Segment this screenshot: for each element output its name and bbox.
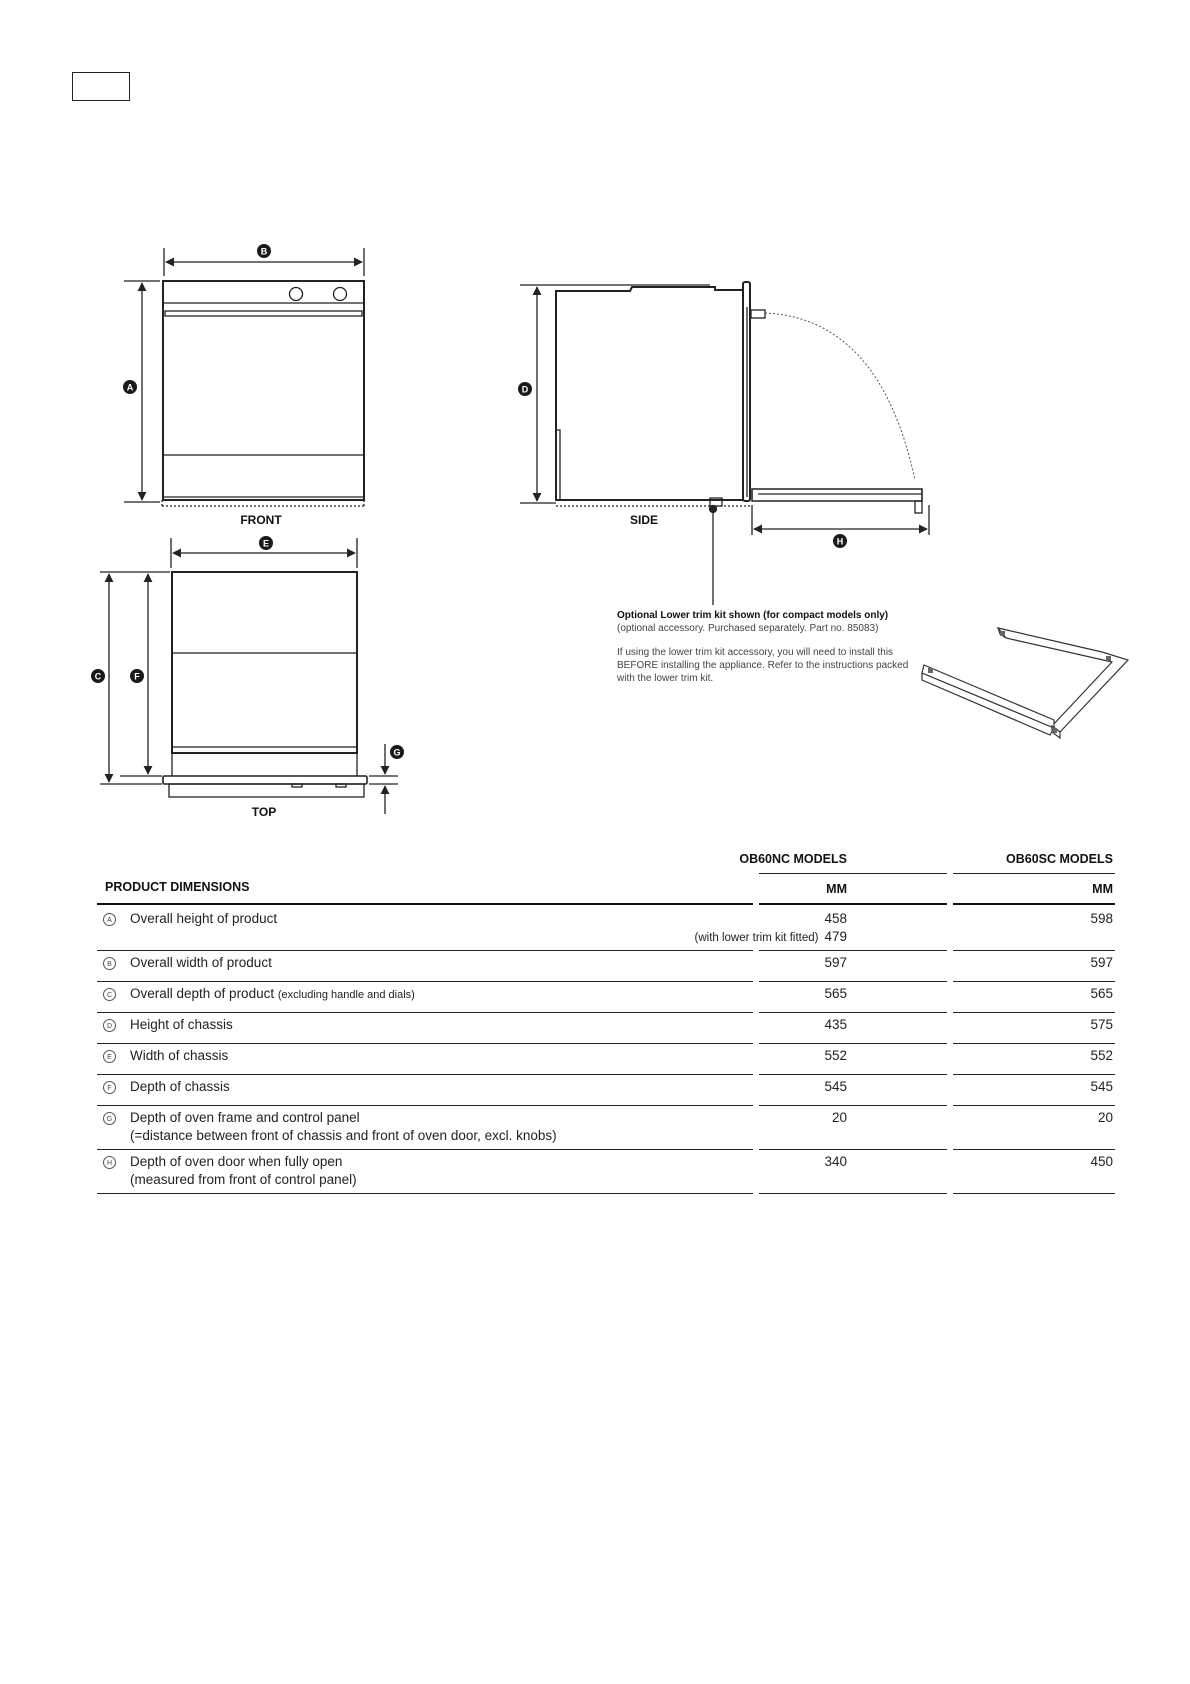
value-ob60nc-extra: 479 bbox=[824, 929, 847, 944]
row-key-marker: E bbox=[103, 1050, 116, 1063]
value-ob60nc bbox=[824, 1047, 847, 1065]
value-ob60nc bbox=[824, 1078, 847, 1096]
svg-text:F: F bbox=[134, 671, 140, 682]
table-row bbox=[97, 1105, 1115, 1149]
installation-diagram bbox=[0, 0, 1190, 840]
table-row bbox=[97, 1074, 1115, 1105]
row-description bbox=[130, 1047, 228, 1065]
trim-note-body: If using the lower trim kit accessory, you will need to install this BEFORE installing the appliance. Refer to the instructions packed with the lower trim kit. bbox=[617, 647, 909, 684]
badge-h bbox=[833, 534, 847, 548]
table-row bbox=[97, 906, 1115, 950]
value-ob60sc: 597 bbox=[1090, 955, 1113, 970]
row-rule bbox=[97, 1193, 753, 1194]
row-description bbox=[130, 985, 415, 1004]
table-row bbox=[97, 1043, 1115, 1074]
value-ob60sc: 598 bbox=[1090, 911, 1113, 926]
value-ob60nc-main: 565 bbox=[824, 986, 847, 1001]
row-rule bbox=[759, 1193, 947, 1194]
row-label: Depth of oven frame and control panel bbox=[130, 1110, 360, 1125]
header-rule bbox=[953, 873, 1115, 874]
value-ob60nc-main: 20 bbox=[831, 1110, 847, 1125]
badge-c bbox=[91, 669, 105, 683]
badge-f bbox=[130, 669, 144, 683]
lower-trim-kit-note bbox=[617, 609, 927, 685]
row-label: Overall width of product bbox=[130, 955, 272, 970]
value-ob60nc-main: 340 bbox=[824, 1154, 847, 1169]
side-view bbox=[520, 282, 929, 605]
value-ob60nc-main: 435 bbox=[824, 1017, 847, 1032]
svg-text:G: G bbox=[393, 747, 401, 758]
row-label: Depth of chassis bbox=[130, 1079, 230, 1094]
svg-text:H: H bbox=[836, 536, 844, 547]
row-label: Width of chassis bbox=[130, 1048, 229, 1063]
value-ob60nc-extra-label: (with lower trim kit fitted) bbox=[694, 932, 819, 944]
row-rule bbox=[953, 1193, 1115, 1194]
column-unit-ob60sc: MM bbox=[1092, 882, 1113, 896]
value-ob60nc bbox=[695, 910, 848, 947]
row-key-marker: G bbox=[103, 1112, 116, 1125]
header-rule bbox=[759, 903, 947, 905]
side-view-label: SIDE bbox=[629, 513, 659, 527]
table-row bbox=[97, 1012, 1115, 1043]
lower-trim-kit-illustration bbox=[922, 628, 1128, 738]
column-model-ob60nc: OB60NC MODELS bbox=[739, 852, 847, 866]
top-view-label: TOP bbox=[251, 805, 277, 819]
value-ob60nc bbox=[832, 1109, 847, 1127]
row-key-marker: F bbox=[103, 1081, 116, 1094]
column-unit-ob60nc: MM bbox=[826, 882, 847, 896]
value-ob60nc bbox=[824, 1016, 847, 1034]
value-ob60nc-main: 597 bbox=[824, 955, 847, 970]
row-key-marker: C bbox=[103, 988, 116, 1001]
value-ob60sc: 20 bbox=[1097, 1110, 1113, 1125]
value-ob60nc-main: 545 bbox=[824, 1079, 847, 1094]
front-view bbox=[124, 248, 364, 506]
value-ob60sc: 450 bbox=[1090, 1154, 1113, 1169]
header-rule bbox=[97, 903, 753, 905]
value-ob60sc: 545 bbox=[1090, 1079, 1113, 1094]
row-key-marker: D bbox=[103, 1019, 116, 1032]
column-model-ob60sc: OB60SC MODELS bbox=[1006, 852, 1113, 866]
value-ob60nc bbox=[824, 985, 847, 1003]
row-key-marker: B bbox=[103, 957, 116, 970]
row-description bbox=[130, 954, 272, 972]
value-ob60nc bbox=[824, 954, 847, 972]
badge-d bbox=[518, 382, 532, 396]
header-rule bbox=[953, 903, 1115, 905]
row-description bbox=[130, 1078, 230, 1096]
row-description bbox=[130, 1153, 357, 1189]
value-ob60sc: 575 bbox=[1090, 1017, 1113, 1032]
value-ob60sc: 565 bbox=[1090, 986, 1113, 1001]
badge-b bbox=[257, 244, 271, 258]
table-row bbox=[97, 1149, 1115, 1193]
front-view-label: FRONT bbox=[240, 513, 282, 527]
top-view bbox=[100, 538, 401, 814]
row-label: Overall depth of product bbox=[130, 986, 275, 1001]
row-description bbox=[130, 910, 277, 928]
row-label: Height of chassis bbox=[130, 1017, 233, 1032]
header-rule bbox=[759, 873, 947, 874]
row-description bbox=[130, 1016, 233, 1034]
row-label: Overall height of product bbox=[130, 911, 278, 926]
row-note: (excluding handle and dials) bbox=[277, 989, 415, 1001]
value-ob60nc bbox=[824, 1153, 847, 1171]
badge-a bbox=[123, 380, 137, 394]
badge-e bbox=[259, 536, 273, 550]
svg-text:C: C bbox=[94, 671, 102, 682]
value-ob60nc-main: 458 bbox=[824, 911, 847, 926]
badge-g bbox=[390, 745, 404, 759]
row-label-line2: (=distance between front of chassis and front of oven door, excl. knobs) bbox=[130, 1128, 557, 1143]
table-row bbox=[97, 950, 1115, 981]
row-key-marker: A bbox=[103, 913, 116, 926]
svg-text:A: A bbox=[126, 382, 134, 393]
trim-note-subheading: (optional accessory. Purchased separately. Part no. 85083) bbox=[617, 623, 879, 634]
trim-note-heading: Optional Lower trim kit shown (for compact models only) bbox=[617, 610, 889, 621]
row-key-marker: H bbox=[103, 1156, 116, 1169]
value-ob60nc-main: 552 bbox=[824, 1048, 847, 1063]
svg-text:D: D bbox=[521, 384, 529, 395]
row-label-line2: (measured from front of control panel) bbox=[130, 1172, 357, 1187]
row-description bbox=[130, 1109, 557, 1145]
svg-text:B: B bbox=[260, 246, 268, 257]
row-label: Depth of oven door when fully open bbox=[130, 1154, 343, 1169]
value-ob60sc: 552 bbox=[1090, 1048, 1113, 1063]
table-row bbox=[97, 981, 1115, 1012]
svg-text:E: E bbox=[262, 538, 270, 549]
table-title: PRODUCT DIMENSIONS bbox=[105, 880, 250, 894]
